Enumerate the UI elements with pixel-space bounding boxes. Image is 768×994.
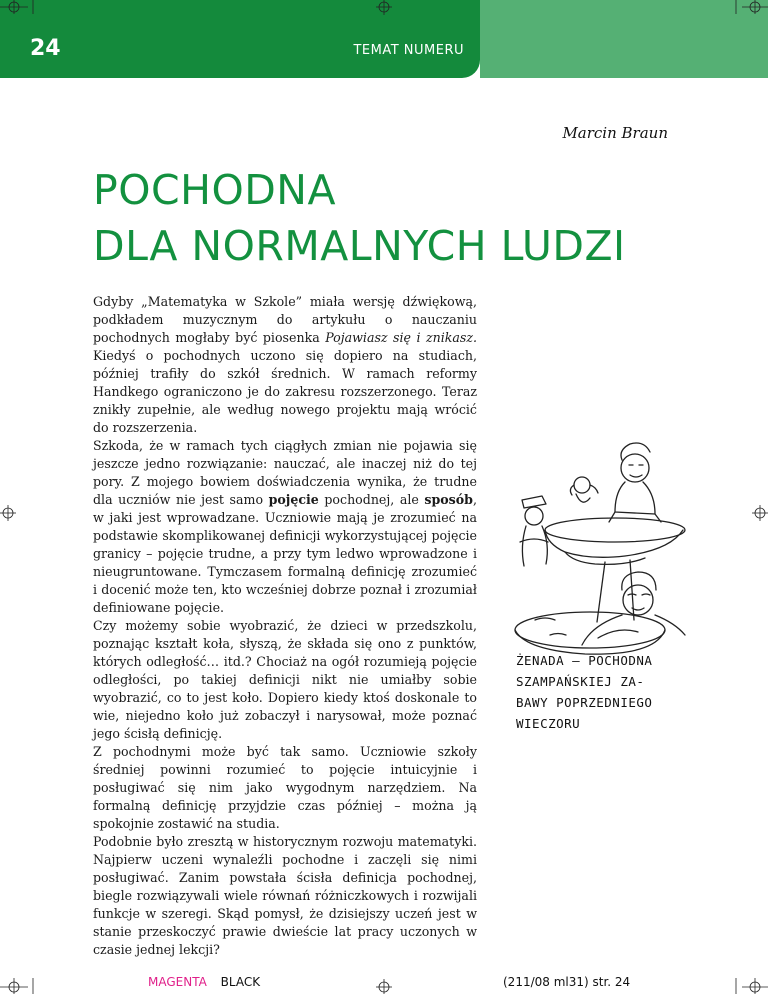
article-title — [93, 162, 626, 274]
italic-title: Pojawiasz się i znikasz. — [325, 330, 477, 345]
article-paragraph — [93, 833, 477, 959]
bold-term: pojęcie — [268, 492, 319, 507]
caption-line: SZAMPAŃSKIEJ ZA- — [516, 674, 645, 689]
paragraph-text: Podobnie było zresztą w historycznym rozwoju matematyki. Najpierw uczeni wynaleźli pochodne i zaczęli się nimi posługiwać. Zanim powstała ścisła definicja pochodnej, biegle rozwiązywali wiele równań różniczkowych i rozwijali funkcje w szeregi. Skąd pomysł, że dzisiejszy uczeń jest w stanie przeskoczyć prawie dwieście lat pracy uczonych w czasie jednej lekcji? — [93, 834, 477, 957]
header-band — [0, 0, 768, 78]
cartoon-caption — [516, 650, 686, 734]
registration-mark-right-middle — [752, 505, 768, 521]
registration-mark-bottom-center — [376, 979, 392, 994]
page-number: 24 — [30, 36, 61, 61]
title-line-1: POCHODNA — [93, 166, 337, 214]
paragraph-text: Kiedyś o pochodnych uczono się dopiero na studiach, później trafiły do szkół średnich. W ramach reformy Handkego ograniczono je do zakresu rozszerzonego. Teraz znikły zupełnie, ale według nowego projektu mają wrócić do rozszerzenia. — [93, 348, 477, 435]
caption-line: BAWY POPRZEDNIEGO — [516, 695, 653, 710]
bold-term: sposób — [424, 492, 473, 507]
article-paragraph — [93, 293, 477, 437]
paragraph-text: Z pochodnymi może być tak samo. Uczniowie szkoły średniej powinni rozumieć to pojęcie intuicyjnie i posługiwać się nim jako wygodnym narzędziem. Na formalną definicję przyjdzie czas później – można ją spokojnie zostawić na studia. — [93, 744, 477, 831]
paragraph-text: Czy możemy sobie wyobrazić, że dzieci w przedszkolu, poznając kształt koła, słyszą, że składa się ono z punktów, których odległość… itd.? Chociaż na ogół rozumieją pojęcie odległości, po takiej definicji nikt nie umiałby sobie wyobrazić, co to jest koło. Dopiero kiedy ktoś doskonale to wie, niejedno koło już zobaczył i narysował, może poznać jego ścisłą definicję. — [93, 618, 477, 741]
registration-mark-bottom-left — [0, 978, 33, 994]
section-title: TEMAT NUMERU — [353, 43, 464, 58]
registration-mark-bottom-right — [736, 978, 768, 994]
paragraph-text: pochodnej, ale — [318, 492, 425, 507]
magenta-label: MAGENTA — [148, 975, 207, 989]
title-line-2: DLA NORMALNYCH LUDZI — [93, 222, 626, 270]
author-name: Marcin Braun — [562, 124, 668, 142]
black-label: BLACK — [220, 975, 261, 989]
paragraph-text: Gdyby „Matematyka w Szkole” miała wersję dźwiękową, podkładem muzycznym do artykułu o nauczaniu pochodnych mogłaby być piosenka — [93, 294, 477, 345]
article-paragraph — [93, 743, 477, 833]
paragraph-text: , w jaki jest wprowadzane. Uczniowie mają je zrozumieć na podstawie skomplikowanej definicji wykorzystującej pojęcie granicy – pojęcie trudne, a przy tym ledwo wprowadzone i nieugruntowane. Tymczasem formalną definicję zrozumieć i docenić może ten, kto wcześniej dobrze poznał i zrozumiał definiowane pojęcie. — [93, 492, 477, 615]
registration-mark-left-middle — [0, 505, 16, 521]
article-body — [93, 293, 477, 959]
caption-line: WIECZORU — [516, 716, 581, 731]
header-band-dark — [0, 0, 480, 78]
color-separation-label — [148, 975, 260, 989]
caption-line: ŻENADA – POCHODNA — [516, 653, 653, 668]
paragraph-text: Szkoda, że w ramach tych ciągłych zmian nie pojawia się jeszcze jedno rozwiązanie: nauczać, ale inaczej niż do tej pory. Z mojego bowiem doświadczenia wynika, że trudne dla uczniów nie jest samo — [93, 438, 477, 507]
print-job-code: (211/08 ml31) str. 24 — [503, 975, 631, 989]
article-paragraph — [93, 437, 477, 617]
article-paragraph — [93, 617, 477, 743]
header-band-light — [480, 0, 768, 78]
